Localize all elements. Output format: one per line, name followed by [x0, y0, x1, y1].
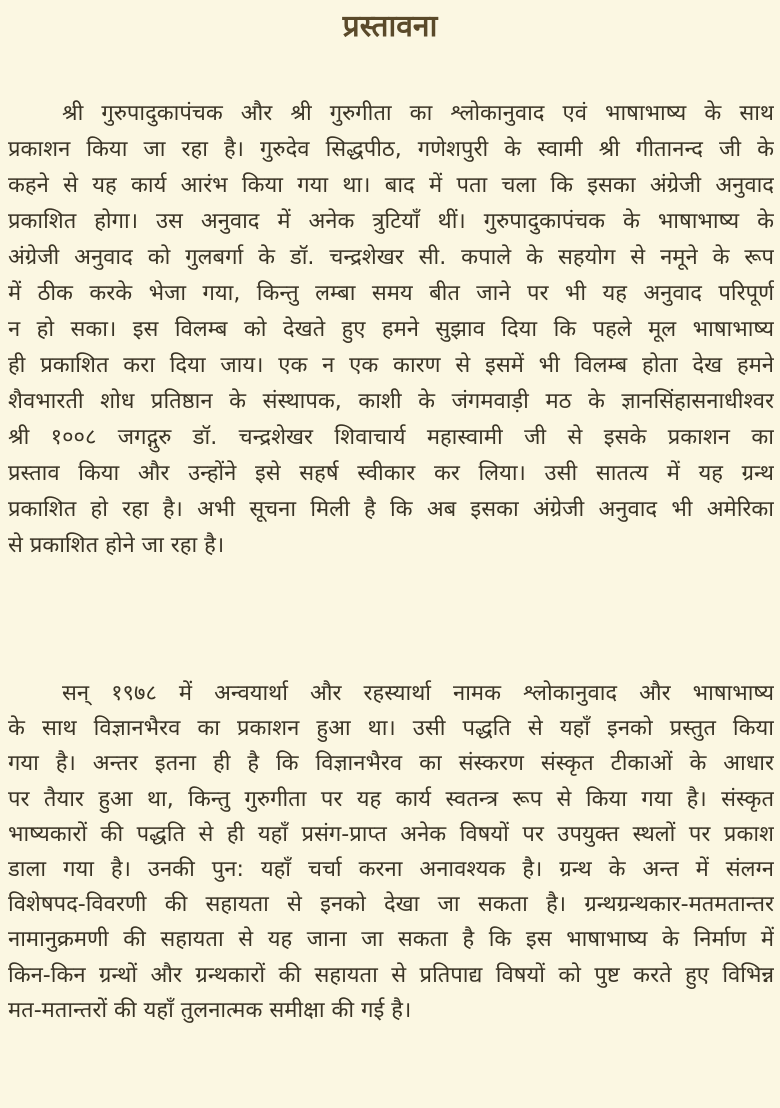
text-line: प्रकाशित हो रहा है। अभी सूचना मिली है कि अब इसका अंग्रेजी अनुवाद भी अमेरिका	[8, 497, 774, 522]
text-line: प्रकाशित होगा। उस अनुवाद में अनेक त्रुटियाँ थीं। गुरुपादुकापंचक के भाषाभाष्य के	[8, 209, 774, 234]
text-line: श्री १००८ जगद्गुरु डॉ. चन्द्रशेखर शिवाचार्य महास्वामी जी से इसके प्रकाशन का	[8, 425, 774, 450]
text-line: में ठीक करके भेजा गया, किन्तु लम्बा समय बीत जाने पर भी यह अनुवाद परिपूर्ण	[8, 281, 774, 306]
text-line: गया है। अन्तर इतना ही है कि विज्ञानभैरव का संस्करण संस्कृत टीकाओं के आधार	[8, 751, 774, 777]
text-line: ही प्रकाशित करा दिया जाय। एक न एक कारण से इसमें भी विलम्ब होता देख हमने	[8, 353, 774, 378]
page-title: प्रस्तावना	[342, 9, 438, 44]
text-line: नामानुक्रमणी की सहायता से यह जाना जा सकता है कि इस भाषाभाष्य के निर्माण में	[8, 927, 774, 953]
text-line: के साथ विज्ञानभैरव का प्रकाशन हुआ था। उसी पद्धति से यहाँ इनको प्रस्तुत किया	[8, 716, 774, 742]
text-line: प्रस्ताव किया और उन्होंने इसे सहर्ष स्वीकार कर लिया। उसी सातत्य में यह ग्रन्थ	[8, 461, 774, 486]
text-line: अंग्रेजी अनुवाद को गुलबर्गा के डॉ. चन्द्रशेखर सी. कपाले के सहयोग से नमूने के रूप	[8, 245, 774, 270]
text-line: विशेषपद-विवरणी की सहायता से इनको देखा जा सकता है। ग्रन्थग्रन्थकार-मतमतान्तर	[8, 892, 774, 918]
text-line: कहने से यह कार्य आरंभ किया गया था। बाद में पता चला कि इसका अंग्रेजी अनुवाद	[8, 173, 774, 198]
text-line: प्रकाशन किया जा रहा है। गुरुदेव सिद्धपीठ, गणेशपुरी के स्वामी श्री गीतानन्द जी के	[8, 137, 774, 162]
text-line: से प्रकाशित होने जा रहा है।	[8, 533, 225, 558]
text-line: सन् १९७८ में अन्वयार्था और रहस्यार्था नामक श्लोकानुवाद और भाषाभाष्य	[62, 681, 774, 706]
text-line: डाला गया है। उनकी पुन: यहाँ चर्चा करना अनावश्यक है। ग्रन्थ के अन्त में संलग्न	[8, 856, 774, 882]
paragraph-2	[8, 676, 774, 1028]
text-line: श्री गुरुपादुकापंचक और श्री गुरुगीता का श्लोकानुवाद एवं भाषाभाष्य के साथ	[62, 101, 774, 126]
text-line: किन-किन ग्रन्थों और ग्रन्थकारों की सहायता से प्रतिपाद्य विषयों को पुष्ट करते हुए विभिन्न	[8, 962, 774, 988]
text-line: पर तैयार हुआ था, किन्तु गुरुगीता पर यह कार्य स्वतन्त्र रूप से किया गया है। संस्कृत	[8, 786, 774, 812]
text-line: शैवभारती शोध प्रतिष्ठान के संस्थापक, काशी के जंगमवाड़ी मठ के ज्ञानसिंहासनाधीश्वर	[8, 389, 774, 414]
text-line: न हो सका। इस विलम्ब को देखते हुए हमने सुझाव दिया कि पहले मूल भाषाभाष्य	[8, 317, 774, 342]
text-line: मत-मतान्तरों की यहाँ तुलनात्मक समीक्षा की गई है।	[8, 997, 412, 1023]
paragraph-1	[8, 96, 774, 564]
text-line: भाष्यकारों की पद्धति से ही यहाँ प्रसंग-प्राप्त अनेक विषयों पर उपयुक्त स्थलों पर प्रकाश	[8, 821, 774, 847]
